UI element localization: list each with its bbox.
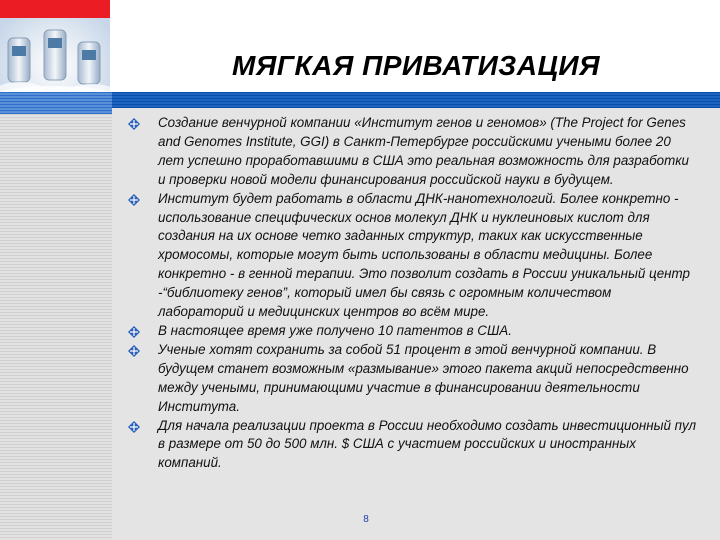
diamond-bullet-icon: [128, 345, 140, 357]
bullet-item: [128, 322, 698, 341]
diamond-bullet-icon: [128, 118, 140, 130]
bullet-item: [128, 341, 698, 417]
bullet-text: Создание венчурной компании «Институт генов и геномов» (The Project for Genes and Genomes Institute, GGI) в Санкт-Петербурге российскими учеными более 20 лет успешно проработавшими в США это реальная возможность для разработки и проверки новой модели финансирования российской науки в будущем.: [158, 115, 689, 187]
page-number: 8: [363, 514, 369, 525]
bullet-text: Институт будет работать в области ДНК-нанотехнологий. Более конкретно - использование специфических основ молекул ДНК и нуклеиновых кислот для создания на их основе четко заданных структур, таких как искусственные хромосомы, которые могут быть использованы в области медицины. Более конкретно - в генной терапии. Это позволит создать в России уникальный центр -“библиотеку генов”, который имел бы связь с огромным количеством лабораторий и медицинских центров во всём мире.: [158, 190, 690, 320]
diamond-bullet-icon: [128, 194, 140, 206]
blue-banner-left: [0, 92, 112, 114]
bullet-text: В настоящее время уже получено 10 патентов в США.: [158, 322, 512, 338]
bullet-item: [128, 417, 698, 474]
bullet-item: [128, 114, 698, 190]
logo-block: [0, 0, 110, 18]
bullet-text: Ученые хотят сохранить за собой 51 процент в этой венчурной компании. В будущем станет возможным «размывание» этого пакета акций непосредственно между учеными, принимающими участие в финансировании деятельности Института.: [158, 341, 689, 414]
bullet-text: Для начала реализации проекта в России необходимо создать инвестиционный пул в размере от 50 до 500 млн. $ США с участием российских и иностранных компаний.: [158, 417, 697, 471]
left-side-band: [0, 114, 112, 540]
diamond-bullet-icon: [128, 326, 140, 338]
slide-title: МЯГКАЯ ПРИВАТИЗАЦИЯ: [232, 50, 600, 81]
bullet-item: [128, 190, 698, 322]
bullet-list: [128, 114, 698, 473]
diamond-bullet-icon: [128, 421, 140, 433]
